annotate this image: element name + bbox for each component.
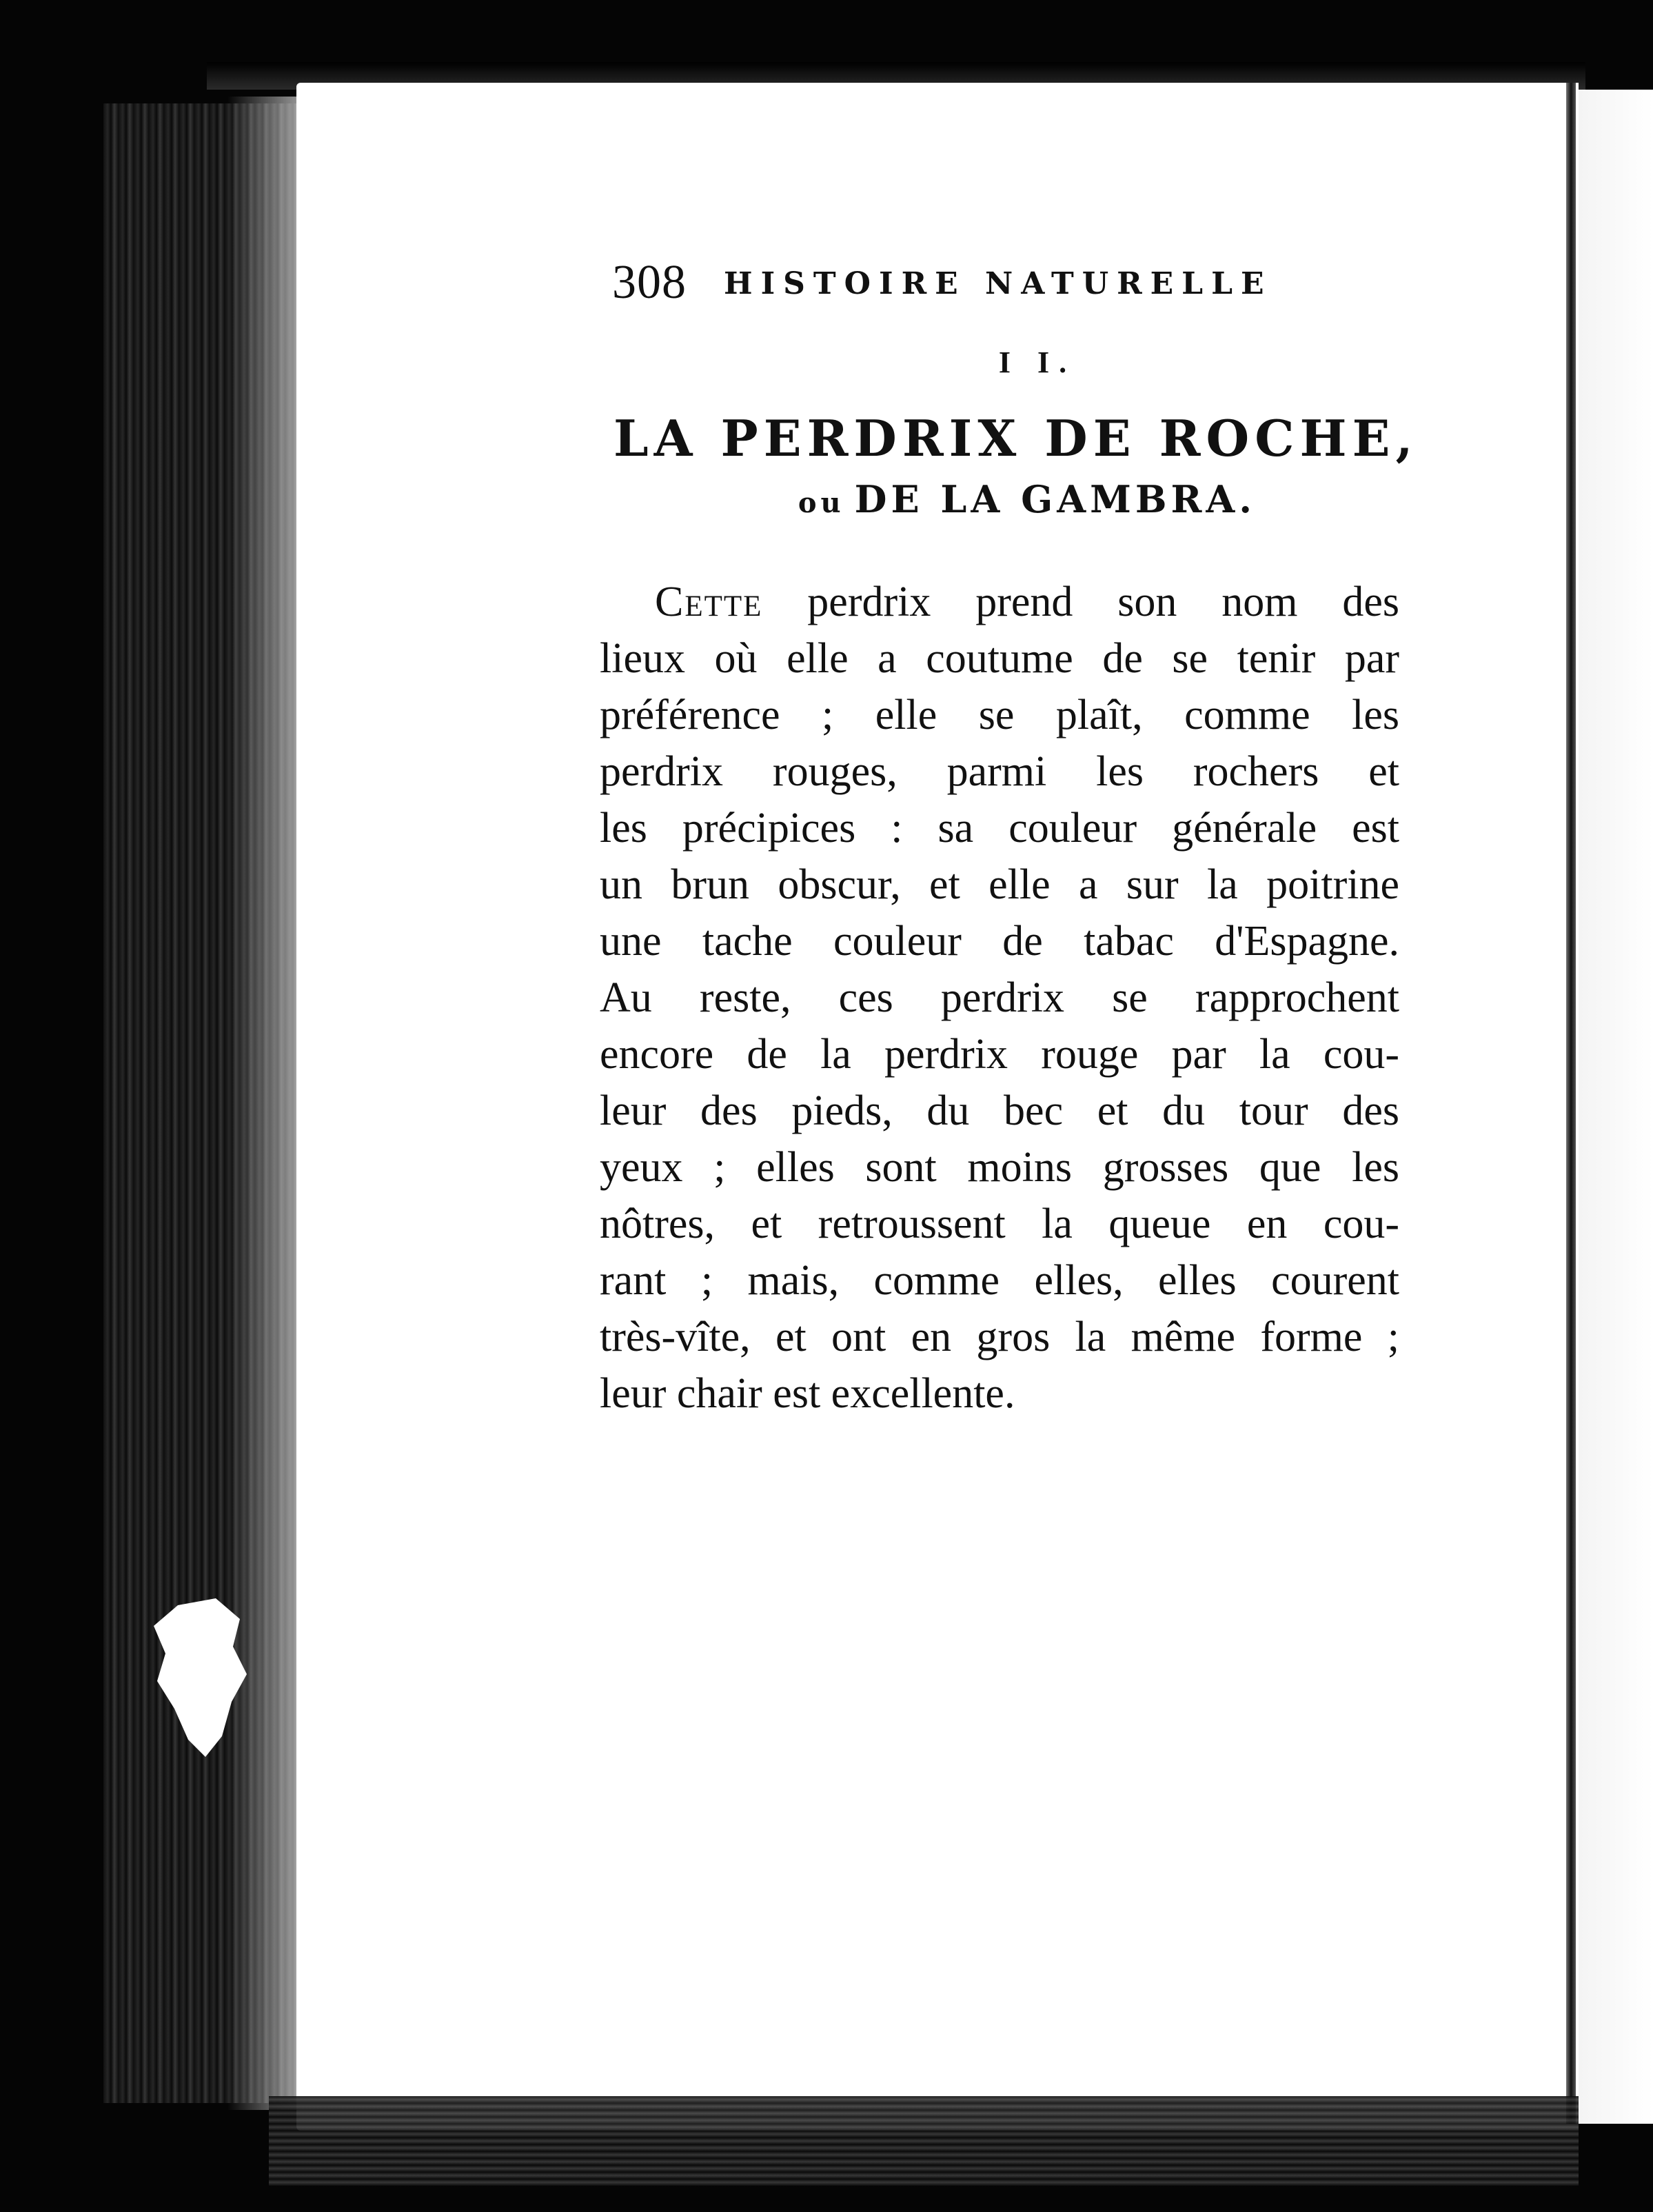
paragraph-line-text: perdrix prend son nom des [762, 579, 1399, 625]
paragraph-line: encore de la perdrix rouge par la cou- [600, 1031, 1399, 1078]
section-number: I I. [998, 345, 1077, 379]
paragraph-line: un brun obscur, et elle a sur la poitrine [600, 861, 1399, 908]
paragraph-line: Au reste, ces perdrix se rapprochent [600, 974, 1399, 1021]
torn-paper-hole [150, 1598, 254, 1757]
page-text-block [593, 248, 1419, 1422]
chapter-subheading [655, 477, 1399, 521]
paragraph-line: yeux ; elles sont moins grosses que les [600, 1144, 1399, 1191]
subheading-text: DE LA GAMBRA. [854, 477, 1257, 521]
book-bottom-edge [269, 2096, 1579, 2186]
paragraph-line: nôtres, et retroussent la queue en cou- [600, 1200, 1399, 1247]
running-title: HISTOIRE NATURELLE [724, 266, 1272, 301]
paragraph-line: préférence ; elle se plaît, comme les [600, 692, 1399, 738]
paragraph-line [600, 574, 1399, 630]
running-head [593, 248, 1399, 324]
page-edge-shadow [227, 97, 352, 2110]
paragraph-line: leur chair est excellente. [600, 1370, 1015, 1417]
page-number: 308 [612, 256, 687, 309]
paragraph-line: perdrix rouges, parmi les rochers et [600, 748, 1399, 795]
paragraph-line: une tache couleur de tabac d'Espagne. [600, 918, 1399, 965]
paragraph-line: rant ; mais, comme elles, elles courent [600, 1257, 1399, 1304]
paragraph-lead-word: Cette [655, 579, 763, 625]
paragraph-line: les précipices : sa couleur générale est [600, 805, 1399, 852]
paragraph-line: très-vîte, et ont en gros la même forme ; [600, 1314, 1399, 1360]
chapter-heading: LA PERDRIX DE ROCHE, [613, 409, 1419, 467]
subheading-prefix: ou [798, 487, 845, 519]
paragraph-line: leur des pieds, du bec et du tour des [600, 1087, 1399, 1134]
paragraph-line: lieux où elle a coutume de se tenir par [600, 635, 1399, 682]
book-gutter [1566, 83, 1576, 2124]
adjacent-page-edge [1579, 90, 1653, 2124]
body-paragraph [600, 574, 1399, 1422]
